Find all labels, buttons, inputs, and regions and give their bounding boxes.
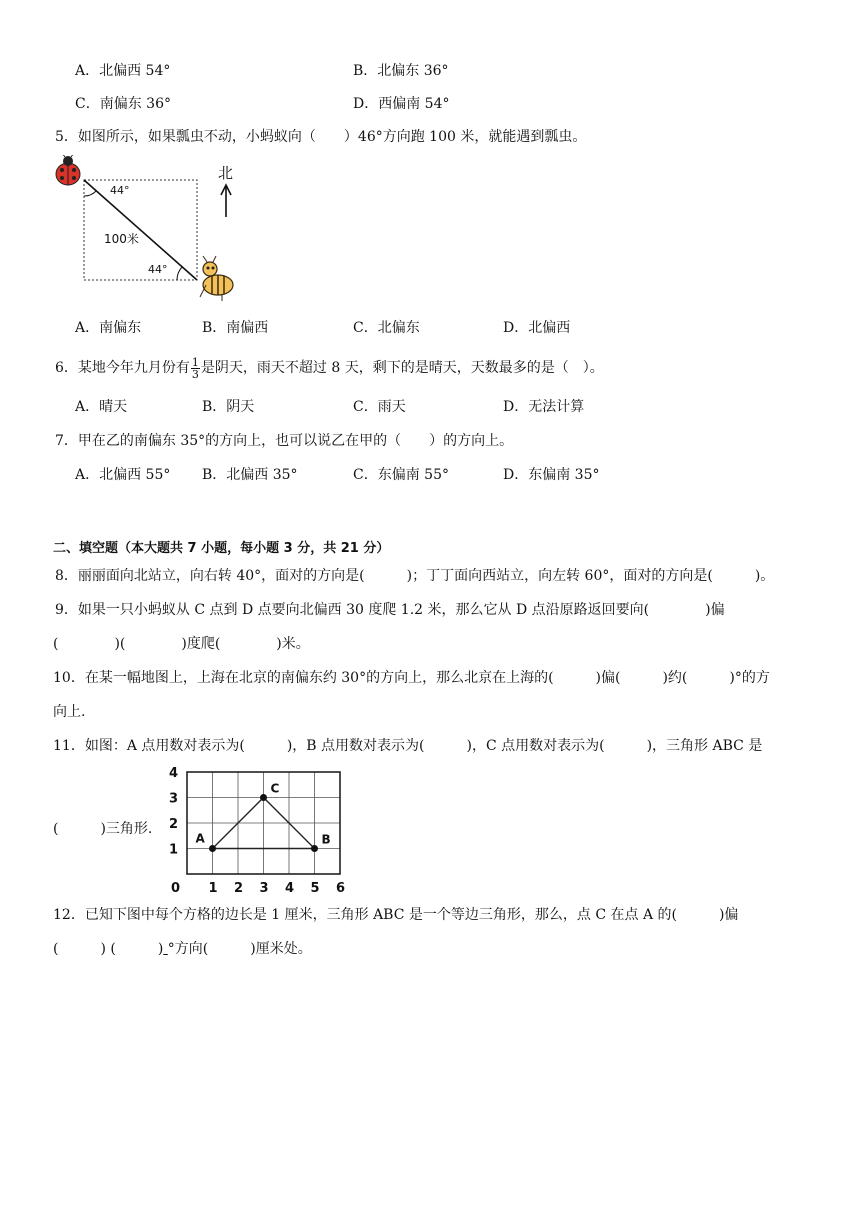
q6-stem-after: 是阴天，雨天不超过 8 天，剩下的是晴天，天数最多的是（ ）。 xyxy=(200,360,604,376)
q5-angle-arc-top xyxy=(84,191,96,196)
q5-distance-label: 100米 xyxy=(104,232,139,246)
y-tick-label: 2 xyxy=(169,817,179,832)
q6-fraction-num: 1 xyxy=(191,355,199,369)
q9-line-2: ( )( )度爬( )米。 xyxy=(53,636,310,652)
x-tick-label: 6 xyxy=(336,881,346,896)
section-2-title: 二、填空题（本大题共 7 小题，每小题 3 分，共 21 分） xyxy=(53,541,390,556)
y-tick-label: 3 xyxy=(169,791,179,807)
point-label-c: C xyxy=(270,781,280,796)
q8-stem: 8．丽丽面向北站立，向右转 40°，面对的方向是( )；丁丁面向西站立，向左转 60°，面对的方向是( )。 xyxy=(55,568,775,584)
q6-fraction xyxy=(191,357,200,380)
q5-angle-top-label: 44° xyxy=(110,184,130,197)
ant-icon xyxy=(200,256,233,301)
q7-option-b: B．北偏西 35° xyxy=(202,467,298,483)
q12-line-2 xyxy=(53,940,312,958)
q10-line-1: 10．在某一幅地图上，上海在北京的南偏东约 30°的方向上，那么北京在上海的( )偏( )约( )°的方 xyxy=(53,670,770,686)
q12-line-2-b: °方向( )厘米处。 xyxy=(167,941,312,957)
q7-option-d: D．东偏南 35° xyxy=(503,467,600,483)
y-tick-label: 4 xyxy=(169,766,179,781)
x-tick-label: 5 xyxy=(310,881,320,896)
q4-option-b: B．北偏东 36° xyxy=(353,63,449,79)
triangle-abc xyxy=(196,782,331,853)
point-label-b: B xyxy=(321,832,331,847)
q7-option-c: C．东偏南 55° xyxy=(353,467,449,483)
x-tick-label: 2 xyxy=(234,881,244,896)
q6-stem-before: 6．某地今年九月份有 xyxy=(55,360,190,376)
q7-stem: 7．甲在乙的南偏东 35°的方向上，也可以说乙在甲的（ ）的方向上。 xyxy=(55,433,514,449)
point-a xyxy=(209,845,216,852)
q7-option-a: A．北偏西 55° xyxy=(75,467,171,483)
x-tick-label: 1 xyxy=(208,881,218,896)
x-tick-label: 4 xyxy=(285,881,295,896)
q11-line-1: 11．如图：A 点用数对表示为( )，B 点用数对表示为( )，C 点用数对表示为( )，三角形 ABC 是 xyxy=(53,738,763,754)
q4-option-c: C．南偏东 36° xyxy=(75,96,171,112)
q11-line-2: ( )三角形. xyxy=(53,821,153,837)
q12-line-2-a: ( ) ( ) xyxy=(53,941,164,957)
q5-north-label: 北 xyxy=(218,164,234,182)
q9-line-1: 9．如果一只小蚂蚁从 C 点到 D 点要向北偏西 30 度爬 1.2 米，那么它从 D 点沿原路返回要向( )偏 xyxy=(55,602,725,618)
q11-grid-figure xyxy=(165,760,355,898)
q10-line-2: 向上. xyxy=(53,704,86,720)
q5-option-c: C．北偏东 xyxy=(353,320,420,336)
q5-stem: 5．如图所示，如果瓢虫不动，小蚂蚁向（ ）46°方向跑 100 米，就能遇到瓢虫。 xyxy=(55,129,587,145)
point-label-a: A xyxy=(195,831,205,846)
q6-stem xyxy=(55,356,604,380)
q5-direction-figure xyxy=(52,155,252,305)
y-tick-label: 1 xyxy=(169,842,179,858)
q6-option-c: C．雨天 xyxy=(353,399,406,415)
q5-angle-bottom-label: 44° xyxy=(148,263,168,276)
q4-option-a: A．北偏西 54° xyxy=(75,63,171,79)
q5-option-b: B．南偏西 xyxy=(202,320,269,336)
q6-option-a: A．晴天 xyxy=(75,399,128,415)
q6-option-b: B．阴天 xyxy=(202,399,255,415)
q12-line-1: 12．已知下图中每个方格的边长是 1 厘米，三角形 ABC 是一个等边三角形，那么，点 C 在点 A 的( )偏 xyxy=(53,907,739,923)
q5-angle-arc-bottom xyxy=(177,267,182,280)
q5-option-d: D．北偏西 xyxy=(503,320,571,336)
q4-option-d: D．西偏南 54° xyxy=(353,96,450,112)
q6-option-d: D．无法计算 xyxy=(503,399,585,415)
grid-lines xyxy=(187,772,340,874)
q5-path-line xyxy=(84,180,197,280)
ladybug-icon xyxy=(56,155,80,185)
point-b xyxy=(311,845,318,852)
x-tick-label: 0 xyxy=(171,881,181,896)
x-tick-label: 3 xyxy=(259,881,269,896)
q5-option-a: A．南偏东 xyxy=(75,320,142,336)
q6-fraction-den: 3 xyxy=(191,367,199,381)
point-c xyxy=(260,794,267,801)
